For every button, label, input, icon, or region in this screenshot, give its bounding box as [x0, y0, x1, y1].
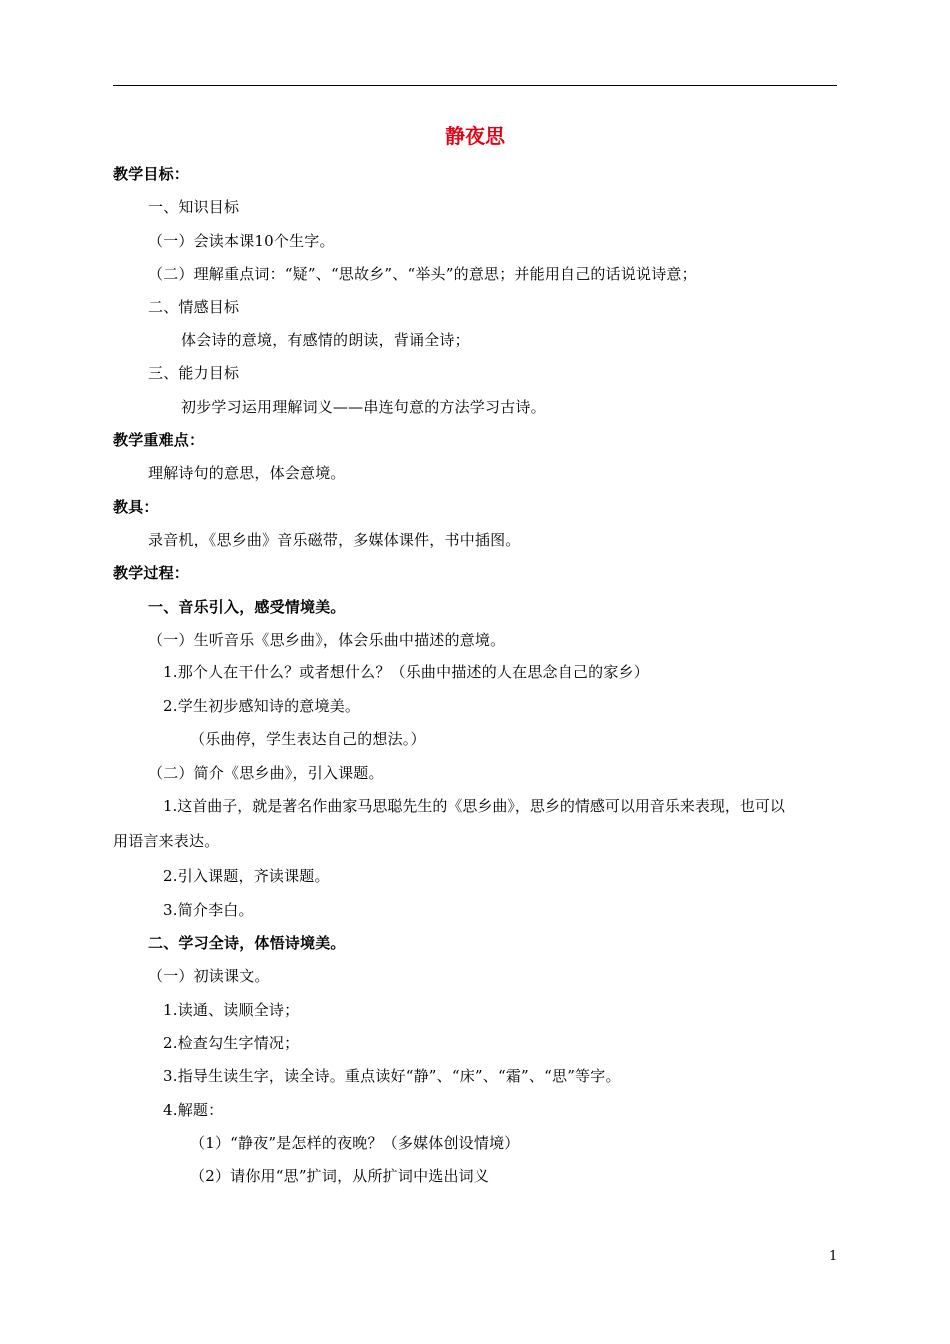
header-rule — [113, 85, 837, 86]
text-line: （一）会读本课10个生字。 — [148, 232, 335, 250]
text-line: 三、能力目标 — [148, 364, 240, 382]
subheading-step-2: 二、学习全诗，体悟诗境美。 — [148, 934, 346, 952]
section-heading-materials: 教具： — [113, 498, 159, 516]
text-line: （乐曲停，学生表达自己的想法。） — [190, 730, 426, 748]
text-line: （二）简介《思乡曲》，引入课题。 — [148, 764, 384, 782]
text-line: 1.读通、读顺全诗； — [163, 1001, 300, 1019]
text-line: 4.解题： — [163, 1101, 224, 1119]
text-line: 1.这首曲子，就是著名作曲家马思聪先生的《思乡曲》，思乡的情感可以用音乐来表现，也可以 — [163, 797, 785, 815]
text-line: 2.引入课题，齐读课题。 — [163, 867, 330, 885]
text-line: （一）初读课文。 — [148, 967, 270, 985]
subheading-step-1: 一、音乐引入，感受情境美。 — [148, 598, 346, 616]
text-line: 体会诗的意境，有感情的朗读，背诵全诗； — [181, 331, 470, 349]
text-line: （1）“静夜”是怎样的夜晚？（多媒体创设情境） — [190, 1134, 520, 1152]
section-heading-goals: 教学目标： — [113, 165, 190, 183]
text-line: 3.指导生读生字，读全诗。重点读好“静”、“床”、“霜”、“思”等字。 — [163, 1067, 621, 1085]
text-line: （一）生听音乐《思乡曲》，体会乐曲中描述的意境。 — [148, 631, 506, 649]
text-line: （二）理解重点词：“疑”、“思故乡”、“举头”的意思；并能用自己的话说说诗意； — [148, 265, 697, 283]
section-heading-process: 教学过程： — [113, 564, 190, 582]
text-line: 一、知识目标 — [148, 198, 240, 216]
page-title: 静夜思 — [445, 124, 505, 148]
text-line: 初步学习运用理解词义——串连句意的方法学习古诗。 — [181, 398, 546, 416]
text-line: 理解诗句的意思，体会意境。 — [148, 464, 346, 482]
text-line: 二、情感目标 — [148, 298, 240, 316]
page-number: 1 — [829, 1249, 838, 1264]
text-line: 2.学生初步感知诗的意境美。 — [163, 697, 361, 715]
text-line: （2）请你用“思”扩词，从所扩词中选出词义 — [190, 1167, 490, 1185]
text-line: 2.检查勾生字情况； — [163, 1034, 300, 1052]
text-line: 录音机，《思乡曲》音乐磁带，多媒体课件，书中插图。 — [148, 531, 521, 549]
text-line: 1.那个人在干什么？或者想什么？（乐曲中描述的人在思念自己的家乡） — [163, 663, 649, 681]
text-line: 3.简介李白。 — [163, 901, 254, 919]
text-line: 用语言来表达。 — [113, 832, 220, 850]
section-heading-key-points: 教学重难点： — [113, 431, 205, 449]
